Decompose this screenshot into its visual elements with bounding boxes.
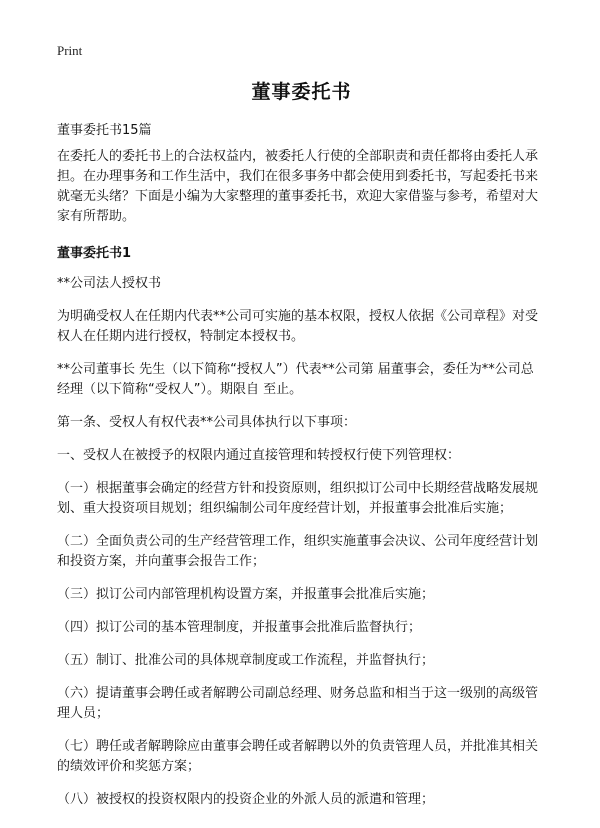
section-heading: 董事委托书1 xyxy=(57,246,132,261)
paragraph-item-4: （四）拟订公司的基本管理制度，并报董事会批准后监督执行； xyxy=(57,620,422,635)
paragraph-item-2: （二）全面负责公司的生产经营管理工作，组织实施董事会决议、公司年度经营计划和投资方案，并向董事会报告工作； xyxy=(57,534,539,569)
paragraph-article-one: 第一条、受权人有权代表**公司具体执行以下事项： xyxy=(57,415,357,430)
paragraph-item-5: （五）制订、批准公司的具体规章制度或工作流程，并监督执行； xyxy=(57,653,435,668)
paragraph-item-3: （三）拟订公司内部管理机构设置方案，并报董事会批准后实施； xyxy=(57,587,435,602)
paragraph-item-1: （一）根据董事会确定的经营方针和投资原则，组织拟订公司中长期经营战略发展规划、重大投资项目规划；组织编制公司年度经营计划，并报董事会批准后实施； xyxy=(57,481,539,516)
paragraph-appointment: **公司董事长 先生（以下简称“授权人”）代表**公司第 届董事会，委任为**公司总经理（以下简称“受权人”）。期限自 至止。 xyxy=(57,362,534,397)
paragraph-item-6: （六）提请董事会聘任或者解聘公司副总经理、财务总监和相当于这一级别的高级管理人员； xyxy=(57,686,539,721)
paragraph-authorization-title: **公司法人授权书 xyxy=(57,276,162,291)
intro-paragraph: 在委托人的委托书上的合法权益内，被委托人行使的全部职责和责任都将由委托人承担。在办理事务和工作生活中，我们在很多事务中都会使用到委托书，写起委托书来就毫无头绪？下面是小编为大家整理的董事委托书，欢迎大家借鉴与参考，希望对大家有所帮助。 xyxy=(57,149,539,224)
print-link[interactable]: Print xyxy=(57,43,83,58)
paragraph-management-rights: 一、受权人在被授予的权限内通过直接管理和转授权行使下列管理权： xyxy=(57,448,461,463)
document-title: 董事委托书 xyxy=(251,81,352,103)
document-subtitle: 董事委托书15篇 xyxy=(57,123,152,138)
paragraph-item-8: （八）被授权的投资权限内的投资企业的外派人员的派遣和管理； xyxy=(57,792,435,807)
paragraph-item-7: （七）聘任或者解聘除应由董事会聘任或者解聘以外的负责管理人员，并批准其相关的绩效评价和奖惩方案； xyxy=(57,739,539,774)
paragraph-purpose: 为明确受权人在任期内代表**公司可实施的基本权限，授权人依据《公司章程》对受权人在任期内进行授权，特制定本授权书。 xyxy=(57,309,539,344)
